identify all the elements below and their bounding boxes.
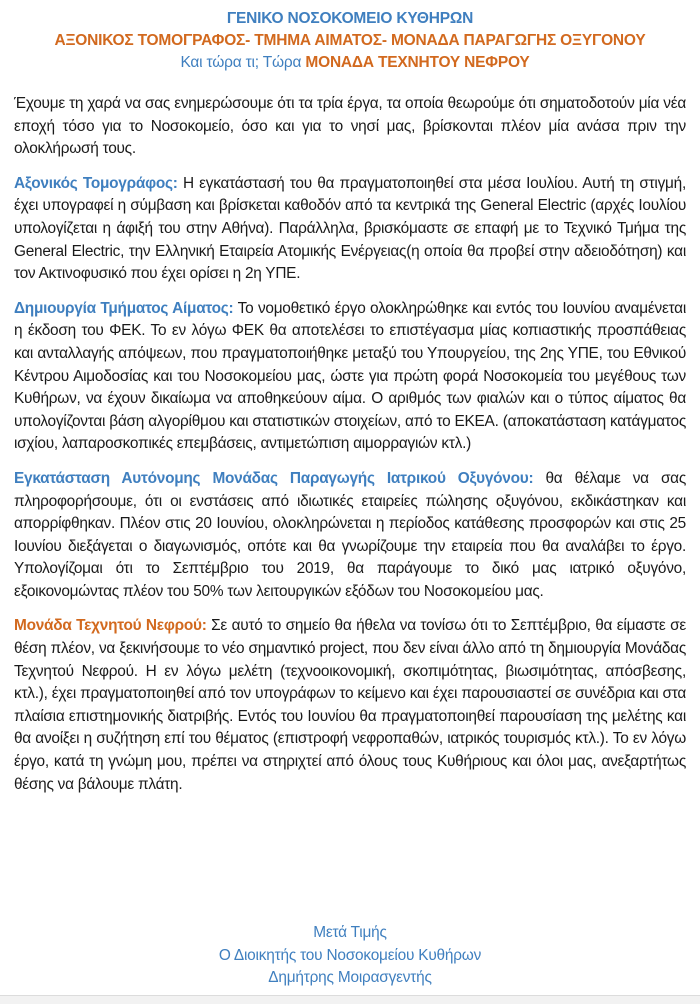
oxygen-unit-text: θα θέλαμε να σας πληροφορήσουμε, ότι οι ενστάσεις από ιδιωτικές εταιρείες πώλησης οξυγόνου, εκδικάστηκαν και απορρίφθηκαν. Πλέον στις 20 Ιουνίου, ολοκληρώνεται η περίοδος κατάθεσης προσφορών και στις 25 Ιουνίου διεξάγεται ο διαγωνισμός, οπότε και θα γνωρίζουμε την εταιρεία που θα αναλάβει το έργο. Υπολογίζομαι ότι το Σεπτέμβριο του 2019, θα παράγουμε το δικό μας ιατρικό οξυγόνο, εξοικονομώντας πλέον του 50% των λειτουργικών εξόδων του Νοσοκομείου μας. — [14, 469, 687, 600]
next-project-heading — [0, 52, 700, 74]
dialysis-unit-text: Σε αυτό το σημείο θα ήθελα να τονίσω ότι το Σεπτέμβριο, θα είμαστε σε θέση πλέον, να ξεκινήσουμε το νέο σημαντικό project, που δεν είναι άλλο από τη δημιουργία Μονάδας Τεχνητού Νεφρού. Η εν λόγω μελέτη (τεχνοοικονομική, σκοπιμότητας, βιωσιμότητας, απόσβεσης, κτλ.), έχει πραγματοποιηθεί από τον υπογράφων το κείμενο και έχει παρουσιαστεί σε συνέδρια και στα πλαίσια επιστημονικής διατριβής. Εντός του Ιουνίου θα πραγματοποιηθεί παρουσίαση της μελέτης και θα ανοίξει η συζήτηση επί του θέματος (επιστροφή νεφροπαθών, ιατρικός τουρισμός κτλ.). Το εν λόγω έργο, κατά τη γνώμη μου, πρέπει να στηριχτεί από όλους τους Κυθήριους και όλοι μας, ανεξαρτήτως θέσης να βάλουμε πλάτη. — [14, 617, 686, 793]
ct-scanner-section — [14, 173, 686, 286]
signature-role: Ο Διοικητής του Νοσοκομείου Κυθήρων — [218, 946, 482, 964]
signature-block — [0, 922, 700, 990]
dialysis-unit-title: Μονάδα Τεχνητού Νεφρού: — [14, 617, 207, 635]
signature-name: Δημήτρης Μοιρασγεντής — [268, 969, 432, 987]
blood-department-section — [14, 298, 686, 456]
next-project-highlight: ΜΟΝΑΔΑ ΤΕΧΝΗΤΟΥ ΝΕΦΡΟΥ — [305, 54, 530, 71]
document-header — [0, 8, 700, 74]
signature-closing: Μετά Τιμής — [313, 924, 387, 941]
intro-paragraph: Έχουμε τη χαρά να σας ενημερώσουμε ότι τα τρία έργα, τα οποία θεωρούμε ότι σηματοδοτούν μία νέα εποχή τόσο για το Νοσοκομείο, όσο και για το νησί μας, βρίσκονται πλέον μία ανάσα πριν την ολοκλήρωσή τους. — [14, 95, 686, 158]
next-project-prefix: Και τώρα τι; Τώρα — [180, 54, 306, 71]
projects-heading: ΑΞΟΝΙΚΟΣ ΤΟΜΟΓΡΑΦΟΣ- ΤΜΗΜΑ ΑΙΜΑΤΟΣ- ΜΟΝΑΔΑ ΠΑΡΑΓΩΓΗΣ ΟΞΥΓΟΝΟΥ — [54, 32, 646, 49]
hospital-name-heading: ΓΕΝΙΚΟ ΝΟΣΟΚΟΜΕΙΟ ΚΥΘΗΡΩΝ — [226, 10, 474, 27]
letter-body — [14, 93, 686, 808]
blood-department-title: Δημιουργία Τμήματος Αίματος: — [14, 299, 234, 317]
blood-department-text: Το νομοθετικό έργο ολοκληρώθηκε και εντός του Ιουνίου αναμένεται η έκδοση του ΦΕΚ. Το εν λόγω ΦΕΚ θα αποτελέσει το επιστέγασμα μίας κοπιαστικής προσπάθειας και ανταλλαγής απόψεων, που πραγματοποιήθηκε μεταξύ του Υπουργείου, της 2ης ΥΠΕ, του Εθνικού Κέντρου Αιμοδοσίας και του Νοσοκομείου μας, ώστε για πρώτη φορά Νοσοκομεία του μεγέθους των Κυθήρων, να έχουν δικαίωμα να αποθηκεύουν αίμα. Ο αριθμός των φιαλών και ο τύπος αίματος θα υπολογίζονται βάση αλγορίθμου και στατιστικών στοιχείων, από το ΕΚΕΑ. (αποκατάσταση κατάγματος ισχίου, λαπαροσκοπικές επεμβάσεις, αντιμετώπιση αιμορραγιών κτλ.) — [14, 299, 686, 453]
ct-scanner-text: Η εγκατάστασή του θα πραγματοποιηθεί στα μέσα Ιουλίου. Αυτή τη στιγμή, έχει υπογραφεί η σύμβαση και βρίσκεται καθοδόν από τα κεντρικά της General Electric (αρχές Ιουλίου υπολογίζεται η άφιξή του στην Αθήνα). Παράλληλα, βρισκόμαστε σε επαφή με το Τεχνικό Τμήμα της General Electric, την Ελληνική Εταιρεία Ατομικής Ενέργειας(η οποία θα προβεί στην αδειοδότηση) και τον Ακτινοφυσικό που έχει ορίσει η 2η ΥΠΕ. — [14, 174, 686, 283]
ct-scanner-title: Αξονικός Τομογράφος: — [14, 174, 178, 192]
oxygen-unit-title: Εγκατάσταση Αυτόνομης Μονάδας Παραγωγής Ιατρικού Οξυγόνου: — [14, 469, 534, 487]
oxygen-unit-section — [14, 468, 686, 604]
dialysis-unit-section — [14, 615, 686, 796]
